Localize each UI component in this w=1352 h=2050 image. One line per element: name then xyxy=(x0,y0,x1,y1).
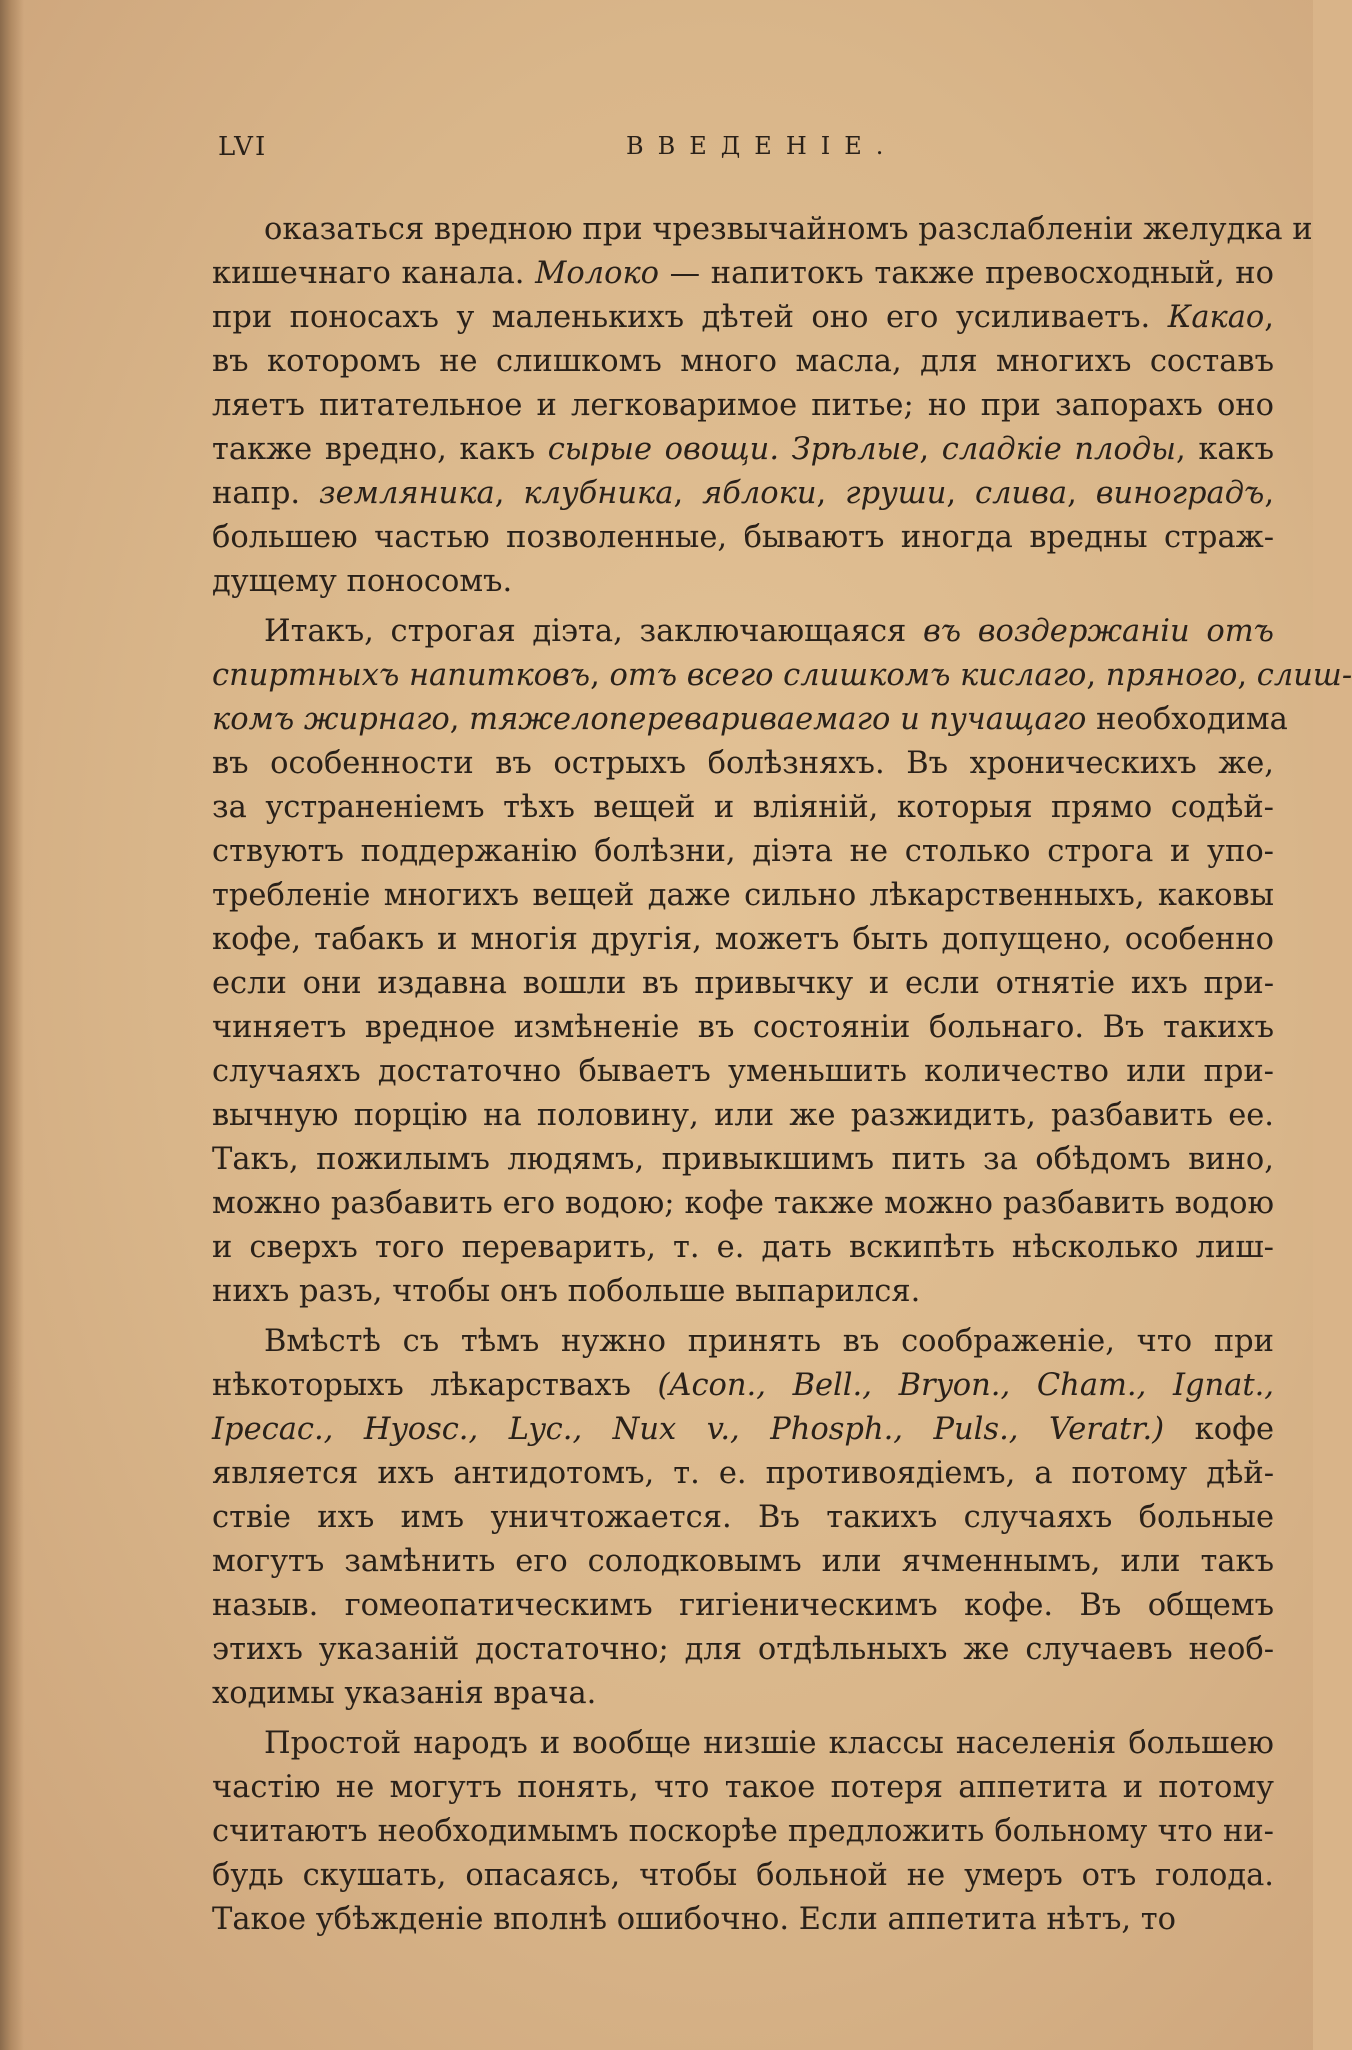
text-line xyxy=(212,1584,1274,1628)
text-segment: можно разбавить его водою; кофе также можно разбавить водою xyxy=(212,1186,1274,1221)
text-segment: — напитокъ также превосходный, но xyxy=(659,256,1274,291)
text-segment: является ихъ антидотомъ, т. е. противоядіемъ, а потому дѣй- xyxy=(212,1456,1274,1491)
italic-text: сырые овощи. Зрѣлые xyxy=(547,432,920,467)
text-segment: при поносахъ у маленькихъ дѣтей оно его усиливаетъ. xyxy=(212,300,1168,335)
text-line xyxy=(212,1672,1274,1716)
text-segment: нѣкоторыхъ лѣкарствахъ xyxy=(212,1368,658,1403)
text-segment: кофе xyxy=(1164,1412,1274,1447)
text-segment: , xyxy=(1264,476,1275,511)
text-segment: , xyxy=(590,658,610,693)
text-segment: назыв. гомеопатическимъ гигіеническимъ кофе. Въ общемъ xyxy=(212,1588,1274,1623)
text-line xyxy=(212,742,1274,786)
text-segment: большею частью позволенные, бываютъ иногда вредны страж- xyxy=(212,520,1274,555)
text-segment: , xyxy=(1264,300,1274,335)
text-segment: , xyxy=(1237,658,1257,693)
text-segment: , xyxy=(946,476,975,511)
text-segment: также вредно, какъ xyxy=(212,432,548,467)
text-line xyxy=(212,1050,1274,1094)
paragraph xyxy=(212,610,1352,1314)
text-segment: нихъ разъ, чтобы онъ побольше выпарился. xyxy=(212,1274,921,1309)
text-segment: этихъ указаній достаточно; для отдѣльныхъ же случаевъ необ- xyxy=(212,1632,1274,1667)
italic-text: комъ жирнаго xyxy=(212,702,450,737)
text-line xyxy=(212,1810,1274,1854)
text-line xyxy=(212,560,1274,604)
text-segment: чиняетъ вредное измѣненіе въ состояніи больнаго. Въ такихъ xyxy=(212,1010,1274,1045)
text-segment: ходимы указанія врача. xyxy=(212,1676,597,1711)
text-line xyxy=(212,428,1274,472)
text-line xyxy=(212,472,1274,516)
text-line xyxy=(212,384,1274,428)
text-line xyxy=(212,1138,1274,1182)
italic-text: груши xyxy=(845,476,947,511)
text-line xyxy=(212,1364,1274,1408)
text-line xyxy=(212,1094,1274,1138)
page-binding-edge xyxy=(0,0,24,2050)
text-segment: требленіе многихъ вещей даже сильно лѣкарственныхъ, каковы xyxy=(212,878,1274,913)
paragraph xyxy=(212,1722,1274,1942)
text-segment: если они издавна вошли въ привычку и если отнятіе ихъ при- xyxy=(212,966,1274,1001)
text-segment: ляетъ питательное и легковаримое питье; но при запорахъ оно xyxy=(212,388,1274,423)
text-segment: напр. xyxy=(212,476,319,511)
text-segment: будь скушать, опасаясь, чтобы больной не умеръ отъ голода. xyxy=(212,1858,1274,1893)
text-segment: , xyxy=(816,476,846,511)
text-line xyxy=(212,1496,1274,1540)
text-line xyxy=(212,918,1274,962)
paragraph xyxy=(212,1320,1274,1716)
italic-text: слива xyxy=(974,476,1068,511)
text-segment: , какъ xyxy=(1176,432,1275,467)
text-line xyxy=(212,340,1274,384)
text-line xyxy=(212,654,1352,698)
text-segment: частію не могутъ понять, что такое потеря аппетита и потому xyxy=(212,1770,1274,1805)
text-segment: , xyxy=(1067,476,1096,511)
body-text xyxy=(212,208,1352,1948)
text-line xyxy=(212,1722,1274,1766)
text-line xyxy=(212,1898,1274,1942)
italic-text: сладкіе плоды xyxy=(941,432,1176,467)
text-segment: случаяхъ достаточно бываетъ уменьшить количество или при- xyxy=(212,1054,1274,1089)
text-line xyxy=(212,208,1313,252)
text-segment: дущему поносомъ. xyxy=(212,564,513,599)
text-segment: и сверхъ того переварить, т. е. дать вскипѣть нѣсколько лиш- xyxy=(212,1230,1274,1265)
italic-text: Молоко xyxy=(535,256,660,291)
text-line xyxy=(212,1006,1274,1050)
text-segment: считаютъ необходимымъ поскорѣе предложить больному что ни- xyxy=(212,1814,1274,1849)
text-line xyxy=(212,610,1274,654)
text-line xyxy=(212,1408,1274,1452)
text-line xyxy=(212,1452,1274,1496)
text-line xyxy=(212,1540,1274,1584)
text-line xyxy=(212,786,1274,830)
italic-text: отъ всего слишкомъ кислаго xyxy=(609,658,1087,693)
italic-text: слиш- xyxy=(1256,658,1352,693)
text-segment: Такое убѣжденіе вполнѣ ошибочно. Если аппетита нѣтъ, то xyxy=(212,1902,1176,1937)
text-line xyxy=(212,962,1274,1006)
text-line xyxy=(212,1628,1274,1672)
text-segment: Такъ, пожилымъ людямъ, привыкшимъ пить за обѣдомъ вино, xyxy=(212,1142,1274,1177)
page-header xyxy=(218,132,1098,172)
page-number: LVI xyxy=(218,132,268,162)
running-title: ВВЕДЕНІЕ. xyxy=(626,132,898,160)
text-line xyxy=(212,830,1274,874)
text-line xyxy=(212,1766,1274,1810)
italic-text: спиртныхъ напитковъ xyxy=(212,658,591,693)
text-line xyxy=(212,1182,1274,1226)
italic-text: клубника xyxy=(523,476,674,511)
text-line xyxy=(212,874,1274,918)
text-segment: Простой народъ и вообще низшіе классы населенія большею xyxy=(264,1726,1274,1761)
text-line xyxy=(212,1854,1274,1898)
italic-text: виноградъ xyxy=(1095,476,1265,511)
text-segment: могутъ замѣнить его солодковымъ или ячменнымъ, или такъ xyxy=(212,1544,1274,1579)
text-segment: ствіе ихъ имъ уничтожается. Въ такихъ случаяхъ больные xyxy=(212,1500,1274,1535)
italic-text: пряного xyxy=(1105,658,1238,693)
text-segment: , xyxy=(494,476,524,511)
italic-text: (Acon., Bell., Bryon., Cham., Ignat., xyxy=(657,1368,1274,1403)
text-segment: , xyxy=(919,432,942,467)
italic-text: Какао xyxy=(1167,300,1265,335)
paragraph xyxy=(212,208,1313,604)
text-segment: необходима xyxy=(1086,702,1288,737)
text-line xyxy=(212,252,1274,296)
text-segment: ствуютъ поддержанію болѣзни, діэта не столько строга и упо- xyxy=(212,834,1274,869)
italic-text: тяжелоперевариваемаго и пучащаго xyxy=(469,702,1087,737)
text-segment: въ особенности въ острыхъ болѣзняхъ. Въ хроническихъ же, xyxy=(212,746,1274,781)
italic-text: въ воздержаніи отъ xyxy=(922,614,1274,649)
text-segment: кишечнаго канала. xyxy=(212,256,536,291)
text-segment: , xyxy=(449,702,470,737)
text-line xyxy=(212,1270,1274,1314)
text-line xyxy=(212,1320,1274,1364)
text-line xyxy=(212,1226,1274,1270)
text-segment: кофе, табакъ и многія другія, можетъ быть допущено, особенно xyxy=(212,922,1274,957)
text-segment: за устраненіемъ тѣхъ вещей и вліяній, которыя прямо содѣй- xyxy=(212,790,1274,825)
text-segment: вычную порцію на половину, или же разжидить, разбавить ее. xyxy=(212,1098,1274,1133)
text-segment: , xyxy=(673,476,703,511)
text-segment: въ которомъ не слишкомъ много масла, для многихъ составъ xyxy=(212,344,1274,379)
text-segment: Вмѣстѣ съ тѣмъ нужно принять въ соображеніе, что при xyxy=(264,1324,1274,1359)
italic-text: яблоки xyxy=(702,476,817,511)
italic-text: Ipecac., Hyosc., Lyc., Nux v., Phosph., Puls., Veratr.) xyxy=(212,1412,1165,1447)
text-line xyxy=(212,516,1274,560)
text-line xyxy=(212,698,1288,742)
text-segment: Итакъ, строгая діэта, заключающаяся xyxy=(264,614,923,649)
italic-text: земляника xyxy=(319,476,495,511)
text-line xyxy=(212,296,1274,340)
text-segment: оказаться вредною при чрезвычайномъ разслабленіи желудка и xyxy=(264,212,1313,247)
text-segment: , xyxy=(1086,658,1106,693)
